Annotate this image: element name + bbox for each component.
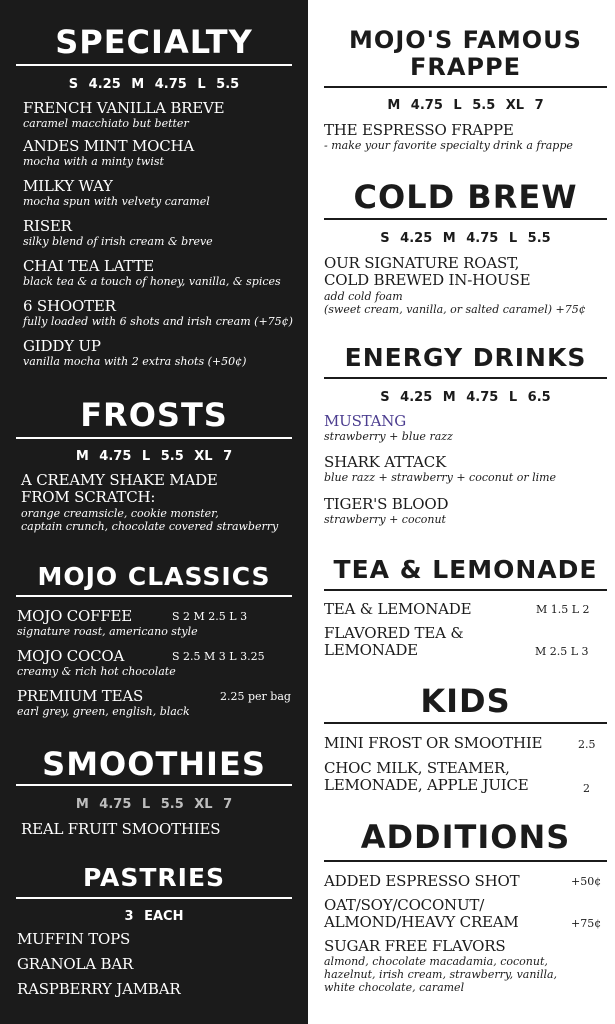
frappe-divider: [324, 86, 607, 88]
kids-divider: [324, 722, 607, 724]
kids-item-price: 2.5: [578, 738, 596, 751]
classics-item-desc: earl grey, green, english, black: [17, 705, 190, 718]
tea-item-name: TEA & LEMONADE: [324, 600, 472, 618]
pastries-heading: PASTRIES: [82, 863, 226, 892]
frosts-item-name: A CREAMY SHAKE MADE: [21, 471, 218, 489]
cold-brew-heading: COLD BREW: [353, 178, 578, 216]
pastries-price: 3 EACH: [124, 909, 184, 924]
energy-item-desc: strawberry + coconut: [324, 513, 446, 526]
energy-item-desc: strawberry + blue razz: [324, 430, 453, 443]
classics-item-price: 2.25 per bag: [220, 690, 291, 703]
classics-item-desc: signature roast, americano style: [17, 625, 198, 638]
classics-divider: [16, 595, 292, 597]
cold-brew-item-name: COLD BREWED IN-HOUSE: [324, 271, 531, 289]
energy-divider: [324, 377, 607, 379]
tea-item-name: LEMONADE: [324, 641, 418, 659]
pastries-item-name: GRANOLA BAR: [17, 955, 134, 973]
tea-item-price: M 1.5 L 2: [536, 603, 590, 616]
energy-item-name: MUSTANG: [324, 412, 407, 430]
additions-divider: [324, 860, 607, 862]
frappe-sizes: M 4.75 L 5.5 XL 7: [387, 98, 544, 113]
specialty-item-desc: mocha spun with velvety caramel: [23, 195, 210, 208]
classics-item-name: MOJO COFFEE: [17, 607, 133, 625]
kids-heading: KIDS: [420, 682, 511, 720]
classics-item-price: S 2 M 2.5 L 3: [172, 610, 248, 623]
cold-brew-item-name: OUR SIGNATURE ROAST,: [324, 254, 520, 272]
additions-heading: ADDITIONS: [360, 818, 571, 856]
energy-heading: ENERGY DRINKS: [344, 343, 587, 372]
specialty-sizes: S 4.25 M 4.75 L 5.5: [68, 77, 240, 92]
smoothies-item-name: REAL FRUIT SMOOTHIES: [21, 820, 221, 838]
kids-item-name: MINI FROST OR SMOOTHIE: [324, 734, 543, 752]
additions-item-price: +50¢: [571, 875, 602, 888]
specialty-item-name: 6 SHOOTER: [23, 297, 116, 315]
frosts-divider: [16, 437, 292, 439]
right-menu-column: [308, 0, 615, 1024]
specialty-heading: SPECIALTY: [55, 23, 253, 61]
frosts-sizes: M 4.75 L 5.5 XL 7: [75, 449, 233, 464]
specialty-item-desc: vanilla mocha with 2 extra shots (+50¢): [23, 355, 247, 368]
specialty-divider: [16, 64, 292, 66]
pastries-divider: [16, 897, 292, 899]
energy-item-desc: blue razz + strawberry + coconut or lime: [324, 471, 557, 484]
classics-item-name: PREMIUM TEAS: [17, 687, 144, 705]
cold-brew-divider: [324, 218, 607, 220]
tea-item-price: M 2.5 L 3: [535, 645, 589, 658]
frappe-item-name: THE ESPRESSO FRAPPE: [324, 121, 514, 139]
smoothies-sizes: M 4.75 L 5.5 XL 7: [75, 797, 233, 812]
specialty-item-desc: fully loaded with 6 shots and irish cream (+75¢): [23, 315, 293, 328]
pastries-item-name: MUFFIN TOPS: [17, 930, 131, 948]
additions-item-name: ADDED ESPRESSO SHOT: [324, 872, 520, 890]
specialty-item-name: FRENCH VANILLA BREVE: [23, 99, 225, 117]
frappe-item-desc: - make your favorite specialty drink a frappe: [324, 139, 573, 152]
frappe-heading-line1: MOJO'S FAMOUS: [349, 26, 582, 54]
specialty-item-desc: mocha with a minty twist: [23, 155, 164, 168]
pastries-item-name: RASPBERRY JAMBAR: [17, 980, 181, 998]
additions-item-price: +75¢: [571, 917, 602, 930]
smoothies-divider: [16, 784, 292, 786]
specialty-item-desc: caramel macchiato but better: [23, 117, 189, 130]
kids-item-name: LEMONADE, APPLE JUICE: [324, 776, 529, 794]
specialty-item-name: MILKY WAY: [23, 177, 113, 195]
kids-item-price: 2: [583, 782, 590, 795]
smoothies-heading: SMOOTHIES: [42, 745, 266, 783]
cold-brew-item-desc: add cold foam: [324, 290, 403, 303]
specialty-item-name: CHAI TEA LATTE: [23, 257, 155, 275]
classics-item-name: MOJO COCOA: [17, 647, 125, 665]
kids-item-name: CHOC MILK, STEAMER,: [324, 759, 510, 777]
tea-divider: [324, 589, 607, 591]
energy-item-name: TIGER'S BLOOD: [324, 495, 449, 513]
tea-heading: TEA & LEMONADE: [333, 555, 598, 584]
classics-heading: MOJO CLASSICS: [37, 562, 271, 591]
specialty-item-name: ANDES MINT MOCHA: [23, 137, 195, 155]
frosts-item-desc: orange creamsicle, cookie monster,: [21, 507, 219, 520]
frosts-item-desc: captain crunch, chocolate covered strawberry: [21, 520, 279, 533]
additions-item-desc: almond, chocolate macadamia, coconut, hazelnut, irish cream, strawberry, vanilla, white chocolate, caramel: [324, 955, 558, 994]
cold-brew-item-desc: (sweet cream, vanilla, or salted caramel) +75¢: [324, 303, 586, 316]
frosts-heading: FROSTS: [80, 396, 228, 434]
energy-item-name: SHARK ATTACK: [324, 453, 447, 471]
additions-item-name: ALMOND/HEAVY CREAM: [324, 913, 519, 931]
energy-sizes: S 4.25 M 4.75 L 6.5: [380, 390, 551, 405]
frappe-heading-line2: FRAPPE: [409, 53, 522, 81]
tea-item-name: FLAVORED TEA &: [324, 624, 464, 642]
frosts-item-name: FROM SCRATCH:: [21, 488, 156, 506]
classics-item-desc: creamy & rich hot chocolate: [17, 665, 176, 678]
additions-item-name: SUGAR FREE FLAVORS: [324, 937, 506, 955]
cold-brew-sizes: S 4.25 M 4.75 L 5.5: [380, 231, 551, 246]
specialty-item-name: GIDDY UP: [23, 337, 101, 355]
specialty-item-name: RISER: [23, 217, 72, 235]
additions-item-name: OAT/SOY/COCONUT/: [324, 896, 485, 914]
specialty-item-desc: black tea & a touch of honey, vanilla, & spices: [23, 275, 281, 288]
classics-item-price: S 2.5 M 3 L 3.25: [172, 650, 265, 663]
specialty-item-desc: silky blend of irish cream & breve: [23, 235, 213, 248]
